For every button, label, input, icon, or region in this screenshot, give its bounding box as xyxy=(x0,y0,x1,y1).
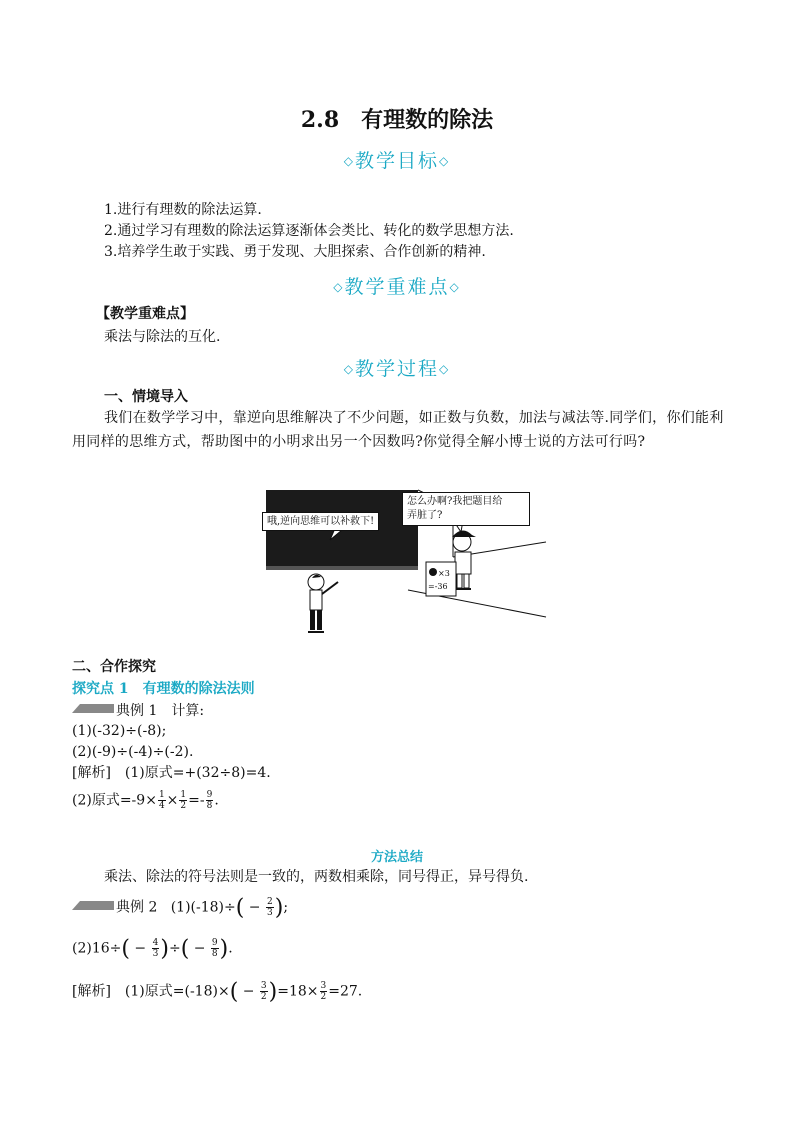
fraction xyxy=(266,897,274,918)
section-heading-process xyxy=(0,354,794,381)
numerator: 9 xyxy=(211,938,218,948)
numerator: 1 xyxy=(158,790,165,800)
speech-bubble-teacher: 哦,逆向思维可以补救下! xyxy=(262,512,379,531)
example1-label xyxy=(72,701,204,721)
goal-item: 2.通过学习有理数的除法运算逐渐体会类比、转化的数学思想方法. xyxy=(104,223,514,239)
numerator: 3 xyxy=(320,981,327,991)
paren: ( xyxy=(180,936,190,962)
part1-title: 一、情境导入 xyxy=(104,389,188,405)
goal-item: 1.进行有理数的除法运算. xyxy=(104,202,262,218)
method-summary-title: 方法总结 xyxy=(370,850,423,865)
fraction xyxy=(206,790,214,811)
method-summary-text: 乘法、除法的符号法则是一致的，两数相乘除，同号得正，异号得负. xyxy=(104,869,529,885)
denominator: 8 xyxy=(206,801,213,811)
math-text: (2)16÷ xyxy=(72,940,122,957)
page-title: 2.8 有理数的除法 xyxy=(300,107,494,133)
card-text-1: ×3 xyxy=(438,569,450,578)
numerator: 3 xyxy=(260,981,267,991)
diamond-icon: ◇ xyxy=(343,154,355,168)
denominator: 2 xyxy=(180,801,187,811)
part1-text: 我们在数学学习中，靠逆向思维解决了不少问题，如正数与负数，加法与减法等.同学们，你们能利用同样的思维方式，帮助图中的小明求出另一个因数吗?你觉得全解小博士说的方法可行吗? xyxy=(72,410,724,450)
math-text: ÷ xyxy=(168,940,181,957)
card-text-2: =-36 xyxy=(428,582,448,591)
example-tag-icon xyxy=(72,704,114,713)
example1-solution1: [解析] (1)原式=+(32÷8)=4. xyxy=(72,765,271,781)
fraction xyxy=(152,938,160,959)
numerator: 9 xyxy=(206,790,213,800)
difficulty-label: 【教学重难点】 xyxy=(96,306,194,322)
diamond-icon: ◇ xyxy=(439,362,451,376)
numerator: 4 xyxy=(152,938,159,948)
numerator: 2 xyxy=(266,897,273,907)
paren: ) xyxy=(160,936,169,962)
denominator: 8 xyxy=(211,949,218,959)
paren: ) xyxy=(274,895,284,921)
denominator: 3 xyxy=(152,949,159,959)
math-text: . xyxy=(214,792,219,809)
example2-label: 典例 2 xyxy=(116,899,158,916)
fraction xyxy=(179,790,187,811)
speech-bubble-boy xyxy=(402,492,530,526)
part2-title: 二、合作探究 xyxy=(72,659,156,675)
paren: ( xyxy=(229,979,239,1005)
example2-question2: (2)16÷( − $\frac{4}{3}$ )÷( − $\frac{9}{8}$ ). xyxy=(72,936,233,962)
diamond-icon: ◇ xyxy=(439,154,451,168)
math-text: (2)原式=-9× xyxy=(72,792,157,809)
example1-question2: (2)(-9)÷(-4)÷(-2). xyxy=(72,744,194,760)
example1-solution2 xyxy=(72,790,219,811)
example2-question1: 典例 2 (1)(-18)÷( − $\frac{2}{3}$ ); xyxy=(72,897,288,919)
paren: ( xyxy=(121,936,130,962)
difficulty-text: 乘法与除法的互化. xyxy=(104,329,221,345)
math-text: (1)(-18)÷ xyxy=(170,899,236,916)
section-heading-goals xyxy=(0,146,794,173)
math-text: =- xyxy=(188,792,205,809)
diamond-icon: ◇ xyxy=(449,280,461,294)
denominator: 2 xyxy=(320,992,327,1002)
math-text: ; xyxy=(283,899,289,916)
fraction xyxy=(320,981,328,1002)
paren: ) xyxy=(268,979,278,1005)
fraction xyxy=(211,938,219,959)
section-heading-difficulty xyxy=(0,272,794,299)
diamond-icon: ◇ xyxy=(333,280,345,294)
heading-text: 教学目标 xyxy=(354,150,439,172)
speech-bubble-line: 弄脏了? xyxy=(407,510,443,521)
math-text: × xyxy=(166,792,179,809)
diamond-icon: ◇ xyxy=(343,362,355,376)
example-tag-icon xyxy=(72,901,114,910)
paren: ) xyxy=(219,936,229,962)
math-text: =18× xyxy=(277,983,319,1000)
example1-question1: (1)(-32)÷(-8); xyxy=(72,723,167,739)
math-text: =27. xyxy=(328,983,363,1000)
goal-item: 3.培养学生敢于实践、勇于发现、大胆探索、合作创新的精神. xyxy=(104,244,486,260)
denominator: 3 xyxy=(266,908,273,918)
heading-text: 教学过程 xyxy=(354,358,439,380)
example2-solution: [解析] (1)原式=(-18)×( − $\frac{3}{2}$ )=18× $\frac{3}{2}$ =27. xyxy=(72,979,363,1005)
math-text: . xyxy=(228,940,233,957)
numerator: 1 xyxy=(180,790,187,800)
example1-label-text: 典例 1 计算: xyxy=(116,703,205,719)
classroom-illustration xyxy=(258,482,548,642)
speech-bubble-line: 怎么办啊?我把题目给 xyxy=(407,496,503,507)
fraction xyxy=(260,981,268,1002)
denominator: 2 xyxy=(260,992,267,1002)
math-text: [解析] (1)原式=(-18)× xyxy=(72,983,230,1000)
fraction xyxy=(158,790,166,811)
paren: ( xyxy=(235,895,245,921)
explore-title: 探究点 1 有理数的除法法则 xyxy=(72,681,255,697)
heading-text: 教学重难点 xyxy=(344,276,450,298)
denominator: 4 xyxy=(158,801,165,811)
